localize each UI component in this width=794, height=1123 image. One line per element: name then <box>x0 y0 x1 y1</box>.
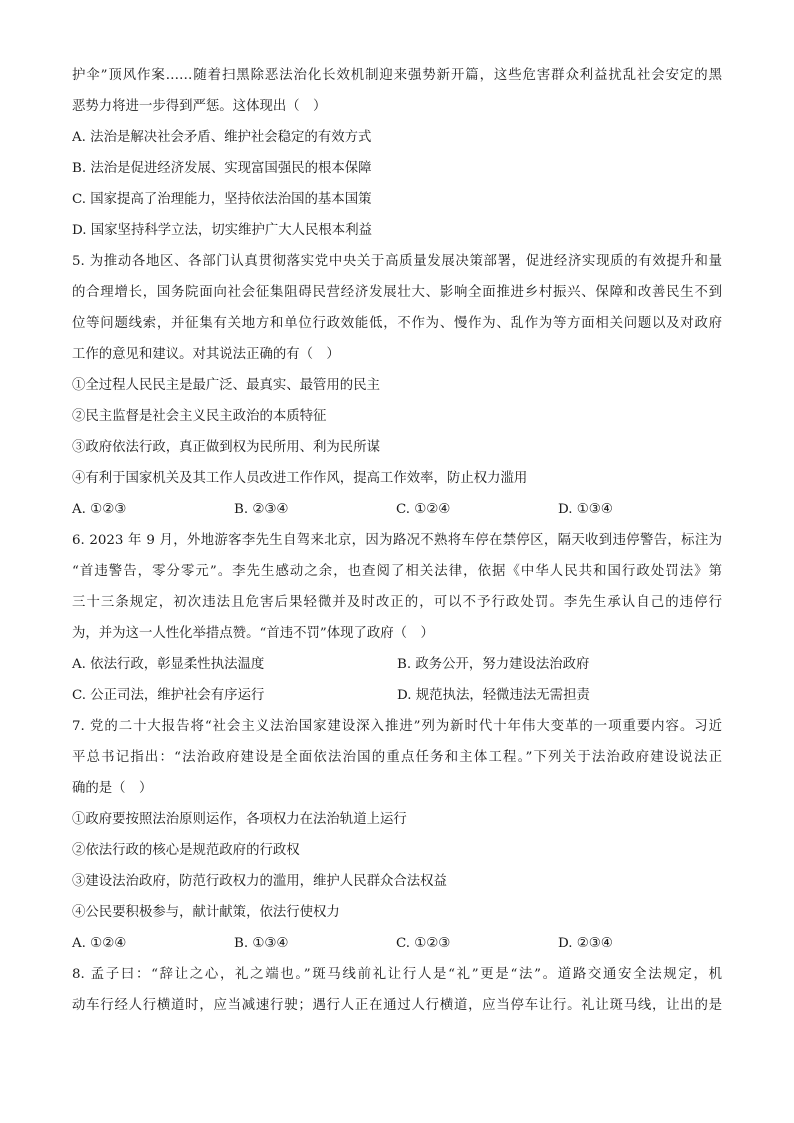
question-5-stem-line-2: 的合理增长，国务院面向社会征集阻碍民营经济发展壮大、影响全面推进乡村振兴、保障和改善民生不到 <box>72 285 722 300</box>
question-6-options-row-2 <box>72 680 722 711</box>
question-6-option-a[interactable]: A. 依法行政，彰显柔性执法温度 <box>72 657 265 672</box>
question-8-stem-line-2: 动车行经人行横道时，应当减速行驶；遇行人正在通过人行横道，应当停车让行。礼让斑马线，让出的是 <box>72 998 722 1013</box>
question-7-option-a[interactable]: A. ①②④ <box>72 936 127 951</box>
question-6-stem-line-4: 为，并为这一人性化举措点赞。“首违不罚”体现了政府（ ） <box>72 626 434 641</box>
question-7-option-c[interactable]: C. ①②③ <box>396 936 451 951</box>
question-7-statement-2: ②依法行政的核心是规范政府的行政权 <box>72 843 300 858</box>
question-4-option-d[interactable]: D. 国家坚持科学立法，切实维护广大人民根本利益 <box>72 223 372 238</box>
question-6-option-c[interactable]: C. 公正司法，维护社会有序运行 <box>72 688 265 703</box>
question-5-option-c[interactable]: C. ①②④ <box>396 502 451 517</box>
exam-page <box>72 60 722 1021</box>
question-6 <box>72 525 722 711</box>
question-5-option-d[interactable]: D. ①③④ <box>558 502 613 517</box>
question-6-options-row-1 <box>72 649 722 680</box>
question-6-option-b[interactable]: B. 政务公开，努力建设法治政府 <box>397 657 590 672</box>
question-4-option-b[interactable]: B. 法治是促进经济发展、实现富国强民的根本保障 <box>72 161 372 176</box>
question-5-stem-line-4: 工作的意见和建议。对其说法正确的有（ ） <box>72 347 340 362</box>
question-6-stem-line-3: 三十三条规定，初次违法且危害后果轻微并及时改正的，可以不予行政处罚。李先生承认自己的违停行 <box>72 595 722 610</box>
question-4-option-a[interactable]: A. 法治是解决社会矛盾、维护社会稳定的有效方式 <box>72 130 372 145</box>
question-7-stem-line-3: 确的是（ ） <box>72 781 153 796</box>
question-7-stem-line-2: 平总书记指出：“法治政府建设是全面依法治国的重点任务和主体工程。”下列关于法治政府建设说法正 <box>72 750 722 765</box>
question-6-stem-line-1: 6. 2023 年 9 月，外地游客李先生自驾来北京，因为路况不熟将车停在禁停区，隔天收到违停警告，标注为 <box>72 533 722 548</box>
question-8 <box>72 959 722 1021</box>
question-7-option-b[interactable]: B. ①③④ <box>234 936 289 951</box>
question-7-option-d[interactable]: D. ②③④ <box>558 936 613 951</box>
question-7 <box>72 711 722 959</box>
question-5-stem-line-3: 位等问题线索，并征集有关地方和单位行政效能低，不作为、慢作为、乱作为等方面相关问题以及对政府 <box>72 316 722 331</box>
question-5-statement-1: ①全过程人民民主是最广泛、最真实、最管用的民主 <box>72 378 380 393</box>
question-5-stem-line-1: 5. 为推动各地区、各部门认真贯彻落实党中央关于高质量发展决策部署，促进经济实现质的有效提升和量 <box>72 254 722 269</box>
question-4-stem-line-1: 护伞”顶风作案……随着扫黑除恶法治化长效机制迎来强势新开篇，这些危害群众利益扰乱社会安定的黑 <box>72 68 722 83</box>
question-5-option-b[interactable]: B. ②③④ <box>234 502 289 517</box>
question-7-statement-1: ①政府要按照法治原则运作，各项权力在法治轨道上运行 <box>72 812 407 827</box>
question-5-option-a[interactable]: A. ①②③ <box>72 502 127 517</box>
question-6-option-d[interactable]: D. 规范执法，轻微违法无需担责 <box>397 688 590 703</box>
question-4 <box>72 60 722 246</box>
question-5 <box>72 246 722 525</box>
question-4-stem-line-2: 恶势力将进一步得到严惩。这体现出（ ） <box>72 99 327 114</box>
question-5-options <box>72 494 722 525</box>
question-7-stem-line-1: 7. 党的二十大报告将“社会主义法治国家建设深入推进”列为新时代十年伟大变革的一项重要内容。习近 <box>72 719 722 734</box>
question-8-stem-line-1: 8. 孟子曰：“辞让之心，礼之端也。”斑马线前礼让行人是“礼”更是“法”。道路交通安全法规定，机 <box>72 967 722 982</box>
question-7-statement-3: ③建设法治政府，防范行政权力的滥用，维护人民群众合法权益 <box>72 874 447 889</box>
question-5-statement-3: ③政府依法行政，真正做到权为民所用、利为民所谋 <box>72 440 380 455</box>
question-6-stem-line-2: “首违警告，零分零元”。李先生感动之余，也查阅了相关法律，依据《中华人民共和国行政处罚法》第 <box>72 564 722 579</box>
question-7-options <box>72 928 722 959</box>
question-5-statement-2: ②民主监督是社会主义民主政治的本质特征 <box>72 409 327 424</box>
question-5-statement-4: ④有利于国家机关及其工作人员改进工作作风，提高工作效率，防止权力滥用 <box>72 471 528 486</box>
question-4-option-c[interactable]: C. 国家提高了治理能力，坚持依法治国的基本国策 <box>72 192 372 207</box>
question-7-statement-4: ④公民要积极参与，献计献策，依法行使权力 <box>72 905 340 920</box>
